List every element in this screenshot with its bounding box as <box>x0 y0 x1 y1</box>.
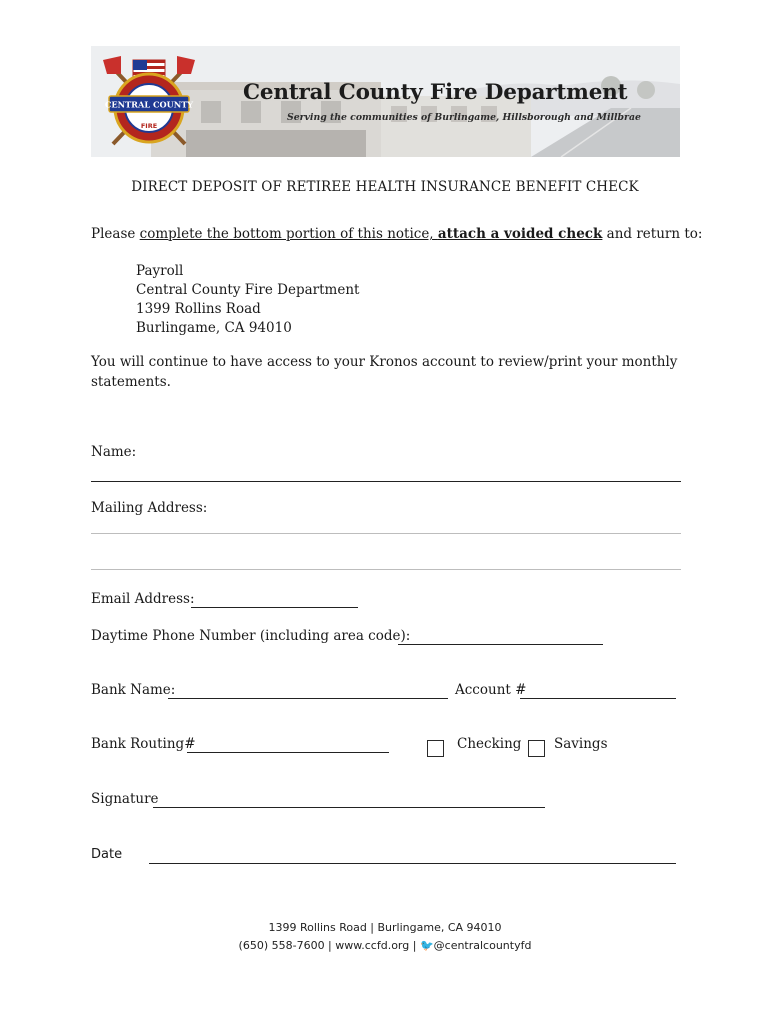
address-line: Payroll <box>136 263 184 279</box>
address-line: Burlingame, CA 94010 <box>136 320 292 336</box>
mailing-address-line-2[interactable] <box>91 569 681 570</box>
footer-twitter-handle[interactable]: @centralcountyfd <box>433 939 532 952</box>
signature-label: Signature <box>91 791 159 807</box>
footer-contact <box>0 939 770 952</box>
email-address-field[interactable] <box>191 607 358 608</box>
bank-routing-field[interactable] <box>187 752 389 753</box>
fire-department-seal <box>97 52 201 152</box>
savings-checkbox[interactable] <box>528 740 545 757</box>
document-title: DIRECT DEPOSIT OF RETIREE HEALTH INSURANCE BENEFIT CHECK <box>131 179 639 195</box>
checking-label: Checking <box>457 736 522 752</box>
account-number-field[interactable] <box>520 698 676 699</box>
daytime-phone-field[interactable] <box>398 644 603 645</box>
seal-top-text: CENTRAL COUNTY <box>104 99 194 110</box>
footer-address: 1399 Rollins Road | Burlingame, CA 94010 <box>268 921 502 934</box>
footer-phone-web: (650) 558-7600 | www.ccfd.org | <box>238 939 420 952</box>
signature-field[interactable] <box>153 807 545 808</box>
twitter-bird-icon: 🐦 <box>419 939 434 952</box>
account-number-label: Account # <box>455 682 527 698</box>
department-tagline: Serving the communities of Burlingame, Hillsborough and Millbrae <box>287 112 641 123</box>
instructions-attach-check: attach a voided check <box>437 226 603 242</box>
date-label: Date <box>91 847 123 862</box>
bank-name-label: Bank Name: <box>91 682 176 698</box>
address-line: 1399 Rollins Road <box>136 301 261 317</box>
bank-name-field[interactable] <box>168 698 448 699</box>
instructions-paragraph <box>91 226 702 242</box>
name-label: Name: <box>91 444 137 460</box>
mailing-address-label: Mailing Address: <box>91 500 208 516</box>
savings-label: Savings <box>554 736 608 752</box>
date-field[interactable] <box>149 863 676 864</box>
checking-checkbox[interactable] <box>427 740 444 757</box>
mailing-address-line-1[interactable] <box>91 533 681 534</box>
bank-routing-label: Bank Routing# <box>91 736 196 752</box>
return-address <box>136 262 359 338</box>
name-field-line[interactable] <box>91 481 681 482</box>
seal-bottom-text: FIRE <box>140 122 158 130</box>
instructions-tail: and return to: <box>602 226 703 242</box>
kronos-statement: You will continue to have access to your Kronos account to review/print your monthly statements. <box>91 354 678 390</box>
email-address-label: Email Address: <box>91 591 195 607</box>
department-title: Central County Fire Department <box>243 80 628 105</box>
header-banner <box>91 46 680 157</box>
address-line: Central County Fire Department <box>136 282 360 298</box>
instructions-complete-portion: complete the bottom portion of this notice, <box>139 226 438 242</box>
daytime-phone-label: Daytime Phone Number (including area code): <box>91 628 411 644</box>
instructions-lead: Please <box>91 226 140 242</box>
